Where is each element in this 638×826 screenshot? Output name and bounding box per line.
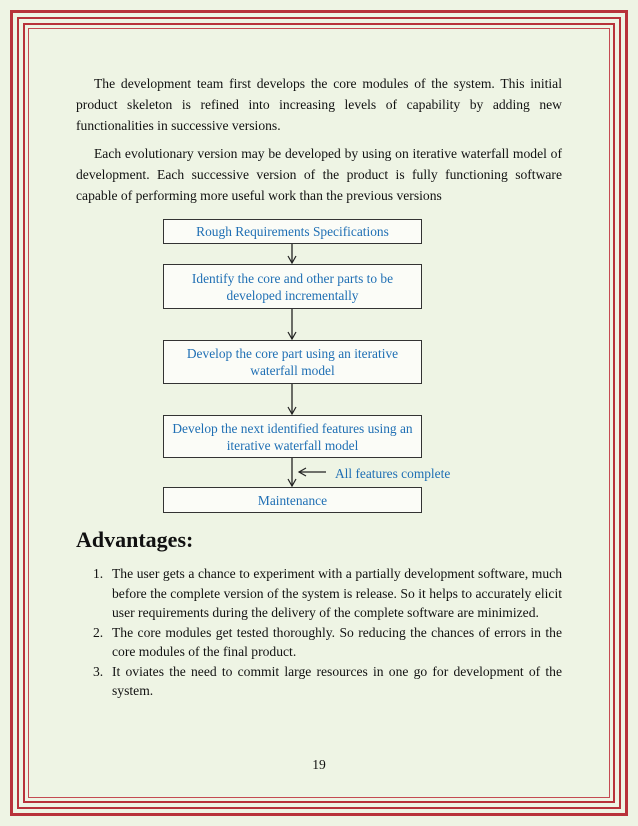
flow-step-requirements: Rough Requirements Specifications: [163, 219, 422, 244]
intro-paragraph-1: The development team first develops the core modules of the system. This initial product skeleton is refined into increasing levels of capability by adding new functionalities in successive versions.: [76, 76, 562, 133]
flow-step-maintenance: Maintenance: [163, 487, 422, 513]
advantages-heading: Advantages:: [76, 527, 194, 552]
intro-paragraph-2: Each evolutionary version may be developed by using on iterative waterfall model of development. Each successive version of the product is fully functioning software capable of performing more useful work than the previous versions: [76, 146, 562, 203]
flow-step-identify-core: Identify the core and other parts to be developed incrementally: [163, 264, 422, 309]
list-item: [76, 623, 562, 662]
flow-step-develop-core: Develop the core part using an iterative waterfall model: [163, 340, 422, 384]
list-item-number: 1.: [93, 566, 104, 581]
flow-step-develop-next: Develop the next identified features using an iterative waterfall model: [163, 415, 422, 458]
list-item-text: It oviates the need to commit large resources in one go for development of the system.: [112, 663, 562, 698]
page-number: 19: [312, 757, 326, 772]
list-item-number: 3.: [93, 663, 104, 679]
list-item: [76, 564, 562, 623]
advantages-list: [76, 564, 562, 701]
loop-label: All features complete: [335, 466, 451, 481]
list-item: [76, 662, 562, 701]
list-item-number: 2.: [93, 624, 104, 640]
list-item-text: The core modules get tested thoroughly. So reducing the chances of errors in the core modules of the final product.: [112, 624, 562, 659]
list-item-text: The user gets a chance to experiment with a partially development software, much before the complete version of the system is release. So it helps to accurately elicit user requirements during the delivery of the complete software are minimized.: [112, 566, 562, 620]
